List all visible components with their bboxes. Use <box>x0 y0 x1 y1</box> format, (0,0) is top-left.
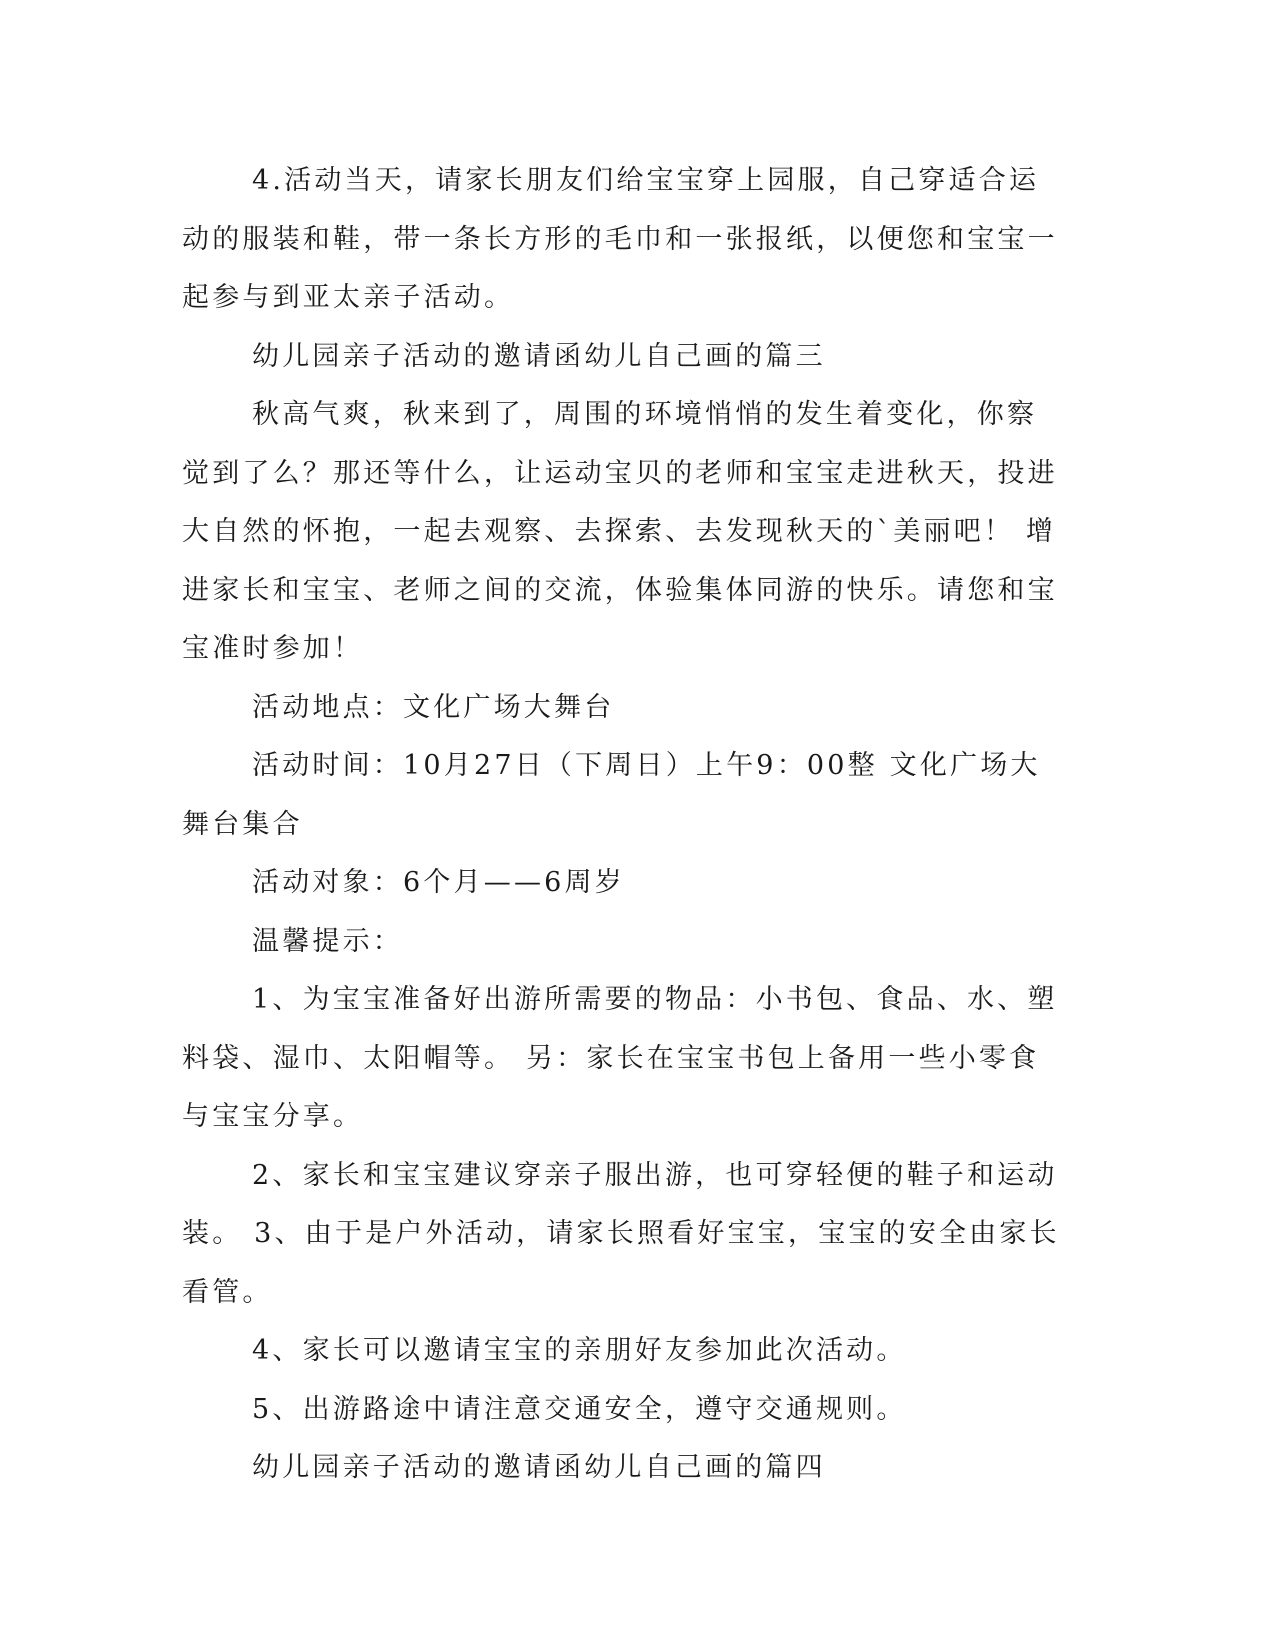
section-heading-4: 幼儿园亲子活动的邀请函幼儿自己画的篇四 <box>252 1452 826 1483</box>
section-heading-3: 幼儿园亲子活动的邀请函幼儿自己画的篇三 <box>252 340 826 372</box>
tips-heading: 温馨提示： <box>252 925 403 957</box>
paragraph-item-4: 4.活动当天，请家长朋友们给宝宝穿上园服，自己穿适合运动的服装和鞋，带一条长方形的毛巾和一张报纸，以便您和宝宝一起参与到亚太亲子活动。 <box>182 165 1058 313</box>
activity-time: 活动时间：10月27日（下周日）上午9：00整 文化广场大舞台集合 <box>182 750 1041 840</box>
intro-paragraph: 秋高气爽，秋来到了，周围的环境悄悄的发生着变化，你察觉到了么？那还等什么，让运动宝贝的老师和宝宝走进秋天，投进大自然的怀抱，一起去观察、去探索、去发现秋天的`美丽吧！ 增进家长和宝宝、老师之间的交流，体验集体同游的快乐。请您和宝宝准时参加！ <box>182 399 1058 664</box>
activity-audience: 活动对象：6个月——6周岁 <box>252 867 625 898</box>
tip-2-3: 2、家长和宝宝建议穿亲子服出游，也可穿轻便的鞋子和运动装。 3、由于是户外活动，请家长照看好宝宝，宝宝的安全由家长看管。 <box>182 1159 1060 1308</box>
tip-1: 1、为宝宝准备好出游所需要的物品：小书包、食品、水、塑料袋、湿巾、太阳帽等。 另：家长在宝宝书包上备用一些小零食与宝宝分享。 <box>182 984 1058 1132</box>
activity-location: 活动地点：文化广场大舞台 <box>252 691 615 723</box>
tip-5: 5、出游路途中请注意交通安全，遵守交通规则。 <box>252 1393 907 1425</box>
tip-4: 4、家长可以邀请宝宝的亲朋好友参加此次活动。 <box>252 1335 907 1366</box>
document-body <box>182 152 1062 1498</box>
